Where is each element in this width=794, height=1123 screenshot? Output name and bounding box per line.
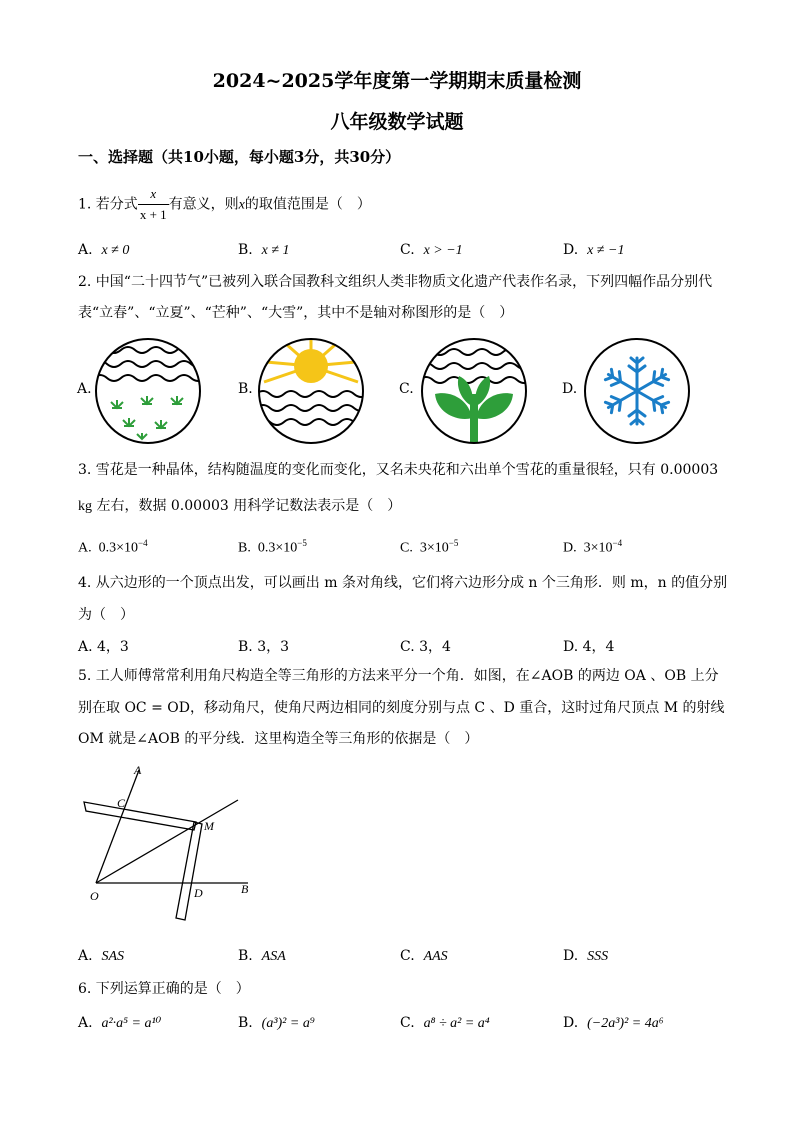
question-5-line3: OM 就是∠AOB 的平分线．这里构造全等三角形的依据是（ ）: [78, 731, 479, 747]
label-d: D: [194, 886, 203, 900]
q1-option-b-value: x ≠ 1: [261, 243, 290, 258]
label-a: A: [134, 763, 142, 777]
q5-option-a-label: A.: [78, 948, 93, 964]
q5-option-b[interactable]: [238, 948, 286, 965]
angle-ruler-figure: [78, 760, 268, 930]
question-2-line2: 表“立春”、“立夏”、“芒种”、“大雪”，其中不是轴对称图形的是（ ）: [78, 305, 514, 321]
label-o: O: [90, 889, 99, 903]
q6-option-d-expr: (−2a³)² = 4a⁶: [587, 1016, 664, 1031]
mangzhong-picture[interactable]: [419, 336, 529, 446]
q1-option-a-value: x ≠ 0: [101, 243, 130, 258]
label-b: B: [241, 882, 249, 896]
q4-option-d[interactable]: D. 4，4: [563, 639, 615, 655]
q1-var: x: [238, 197, 245, 213]
q6-option-b-label: B.: [238, 1015, 253, 1031]
q3-option-a-base: 0.3×10: [98, 540, 139, 556]
q5-option-b-label: B.: [238, 948, 253, 964]
question-3-line1: 3. 雪花是一种晶体，结构随温度的变化而变化，又名未央花和六出单个雪花的重量很轻，只有 0.00003: [78, 462, 719, 478]
q2-option-c-label[interactable]: C.: [399, 381, 414, 397]
q1-option-c[interactable]: [400, 242, 463, 259]
q3-option-b-base: 0.3×10: [257, 540, 298, 556]
q3-option-d-exp: −4: [612, 538, 623, 548]
q3-option-a-label: A.: [78, 540, 92, 556]
q1-frac-den: x + 1: [139, 207, 167, 222]
q3-unit: kg: [78, 499, 92, 514]
question-5-line1: 5. 工人师傅常常利用角尺构造全等三角形的方法来平分一个角．如图，在∠AOB 的两边 OA 、OB 上分: [78, 668, 719, 684]
q5-option-d-label: D.: [563, 948, 579, 964]
q2-option-b-label[interactable]: B.: [238, 381, 253, 397]
q1-option-d-label: D.: [563, 242, 579, 258]
daxue-picture[interactable]: [582, 336, 692, 446]
q1-suffix: 的取值范围是（ ）: [244, 196, 371, 213]
q6-option-c-expr: a⁸ ÷ a² = a⁴: [423, 1016, 490, 1031]
q6-option-d[interactable]: [563, 1015, 664, 1032]
q3-option-a-exp: −4: [138, 538, 148, 548]
label-m: M: [204, 819, 214, 833]
lixia-picture[interactable]: [256, 336, 366, 446]
q3-option-c-base: 3×10: [419, 540, 449, 556]
q1-option-a[interactable]: [78, 242, 129, 259]
q6-option-c[interactable]: [400, 1015, 490, 1032]
q3-option-c[interactable]: [400, 538, 458, 557]
q5-option-d[interactable]: [563, 948, 608, 965]
q1-option-c-label: C.: [400, 242, 415, 258]
q1-fraction: [138, 184, 169, 225]
q1-option-a-label: A.: [78, 242, 93, 258]
q1-option-b[interactable]: [238, 242, 290, 259]
q3-option-c-exp: −5: [448, 538, 459, 548]
question-2-line1: 2. 中国“二十四节气”已被列入联合国教科文组织人类非物质文化遗产代表作名录，下列四幅作品分别代: [78, 274, 713, 290]
q1-option-c-value: x > −1: [423, 243, 463, 258]
q6-option-b-expr: (a³)² = a⁹: [261, 1016, 315, 1031]
question-5-line2: 别在取 OC = OD，移动角尺，使角尺两边相同的刻度分别与点 C 、D 重合，这时过角尺顶点 M 的射线: [78, 700, 725, 716]
q5-option-c[interactable]: [400, 948, 448, 965]
q2-option-d-label[interactable]: D.: [562, 381, 578, 397]
q4-option-a[interactable]: A. 4，3: [78, 639, 129, 655]
q3-option-b-exp: −5: [297, 538, 307, 548]
label-c: C: [117, 796, 126, 810]
q6-option-a[interactable]: [78, 1015, 161, 1032]
q3-option-c-label: C.: [400, 540, 413, 556]
question-1-stem: [78, 184, 371, 225]
q5-option-a[interactable]: [78, 948, 124, 965]
q3-option-d[interactable]: [563, 538, 622, 557]
q4-option-c[interactable]: C. 3，4: [400, 639, 451, 655]
q1-mid: 有意义，则: [168, 196, 239, 213]
q1-frac-num: x: [138, 184, 169, 205]
q3-option-b-label: B.: [238, 540, 251, 556]
question-4-line1: 4. 从六边形的一个顶点出发，可以画出 m 条对角线，它们将六边形分成 n 个三角形．则 m，n 的值分别: [78, 575, 728, 591]
exam-title: 2024~2025学年度第一学期期末质量检测: [212, 70, 582, 92]
q3-option-d-label: D.: [563, 540, 577, 556]
q5-option-c-value: AAS: [423, 949, 448, 964]
q3-option-b[interactable]: [238, 538, 307, 557]
q1-option-d-value: x ≠ −1: [587, 243, 625, 258]
q6-option-a-label: A.: [78, 1015, 93, 1031]
q6-option-d-label: D.: [563, 1015, 579, 1031]
q2-option-a-label[interactable]: A.: [77, 381, 92, 397]
section-heading: 一、选择题（共10小题，每小题3分，共30分）: [78, 148, 401, 166]
q1-prefix: 1. 若分式: [78, 196, 138, 213]
q5-option-a-value: SAS: [101, 949, 125, 964]
q3-option-a[interactable]: [78, 538, 148, 557]
question-6-stem: 6. 下列运算正确的是（ ）: [78, 981, 250, 997]
q1-option-d[interactable]: [563, 242, 624, 259]
q1-option-b-label: B.: [238, 242, 253, 258]
question-4-line2: 为（ ）: [78, 607, 134, 623]
q4-option-b[interactable]: B. 3，3: [238, 639, 290, 655]
q6-option-c-label: C.: [400, 1015, 415, 1031]
q3-line2-text: 左右，数据 0.00003 用科学记数法表示是（ ）: [96, 498, 402, 514]
q3-option-d-base: 3×10: [583, 540, 613, 556]
question-3-line2: [78, 496, 401, 517]
q6-option-a-expr: a²·a⁵ = a¹⁰: [101, 1016, 162, 1031]
q6-option-b[interactable]: [238, 1015, 315, 1032]
lichun-picture[interactable]: [93, 336, 203, 446]
q5-option-d-value: SSS: [587, 949, 609, 964]
q5-option-c-label: C.: [400, 948, 415, 964]
exam-subtitle: 八年级数学试题: [330, 111, 464, 133]
q5-option-b-value: ASA: [261, 949, 286, 964]
